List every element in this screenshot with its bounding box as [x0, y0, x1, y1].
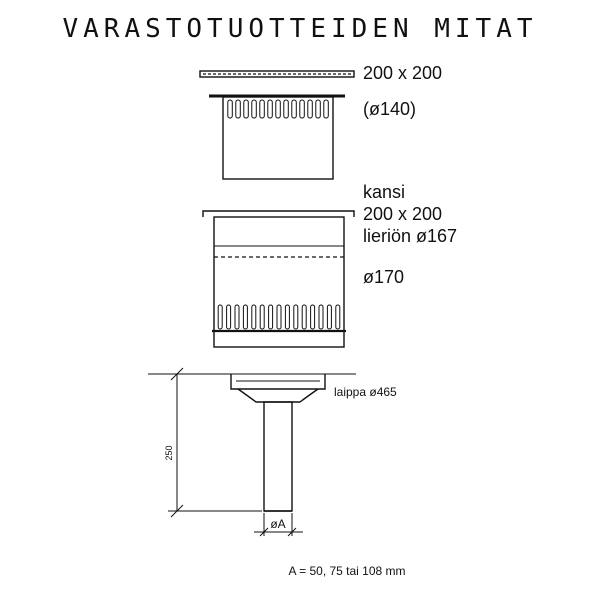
- slot: [276, 100, 281, 118]
- page-title: VARASTOTUOTTEIDEN MITAT: [62, 14, 538, 44]
- slot: [236, 100, 241, 118]
- slot: [308, 100, 313, 118]
- slot: [324, 100, 329, 118]
- slot: [269, 305, 273, 329]
- slot: [235, 305, 239, 329]
- pipe-diameter-label: øA: [270, 517, 286, 531]
- slot: [294, 305, 298, 329]
- slot: [285, 305, 289, 329]
- slot: [336, 305, 340, 329]
- slot: [327, 305, 331, 329]
- slot: [284, 100, 289, 118]
- grate-size-label: 200 x 200: [363, 63, 443, 83]
- slot: [243, 305, 247, 329]
- body-diameter-label: ø170: [363, 267, 405, 287]
- slot: [302, 305, 306, 329]
- slot: [260, 305, 264, 329]
- slot: [228, 100, 233, 118]
- slot: [316, 100, 321, 118]
- grate-plate: [200, 71, 354, 77]
- slot: [244, 100, 249, 118]
- slot: [227, 305, 231, 329]
- cover-size-label: 200 x 200: [363, 204, 443, 224]
- body-slots: [218, 305, 340, 329]
- height-dimension-label: 250: [164, 445, 174, 461]
- pipe-size-note: A = 50, 75 tai 108 mm: [288, 564, 406, 578]
- flange-label: laippa ø465: [334, 385, 397, 399]
- cylinder-diameter-label: lieriön ø167: [363, 226, 458, 246]
- insert-basket: [209, 96, 345, 179]
- cover-cylinder: [203, 211, 354, 347]
- insert-slots: [228, 100, 328, 118]
- slot: [319, 305, 323, 329]
- insert-diameter-label: (ø140): [363, 99, 417, 119]
- slot: [252, 305, 256, 329]
- slot: [260, 100, 265, 118]
- cover-word-label: kansi: [363, 182, 406, 202]
- slot: [292, 100, 297, 118]
- slot: [218, 305, 222, 329]
- slot: [311, 305, 315, 329]
- slot: [300, 100, 305, 118]
- height-dimension: [168, 368, 262, 517]
- slot: [252, 100, 256, 118]
- drain-assembly: [148, 374, 356, 511]
- slot: [268, 100, 273, 118]
- slot: [277, 305, 281, 329]
